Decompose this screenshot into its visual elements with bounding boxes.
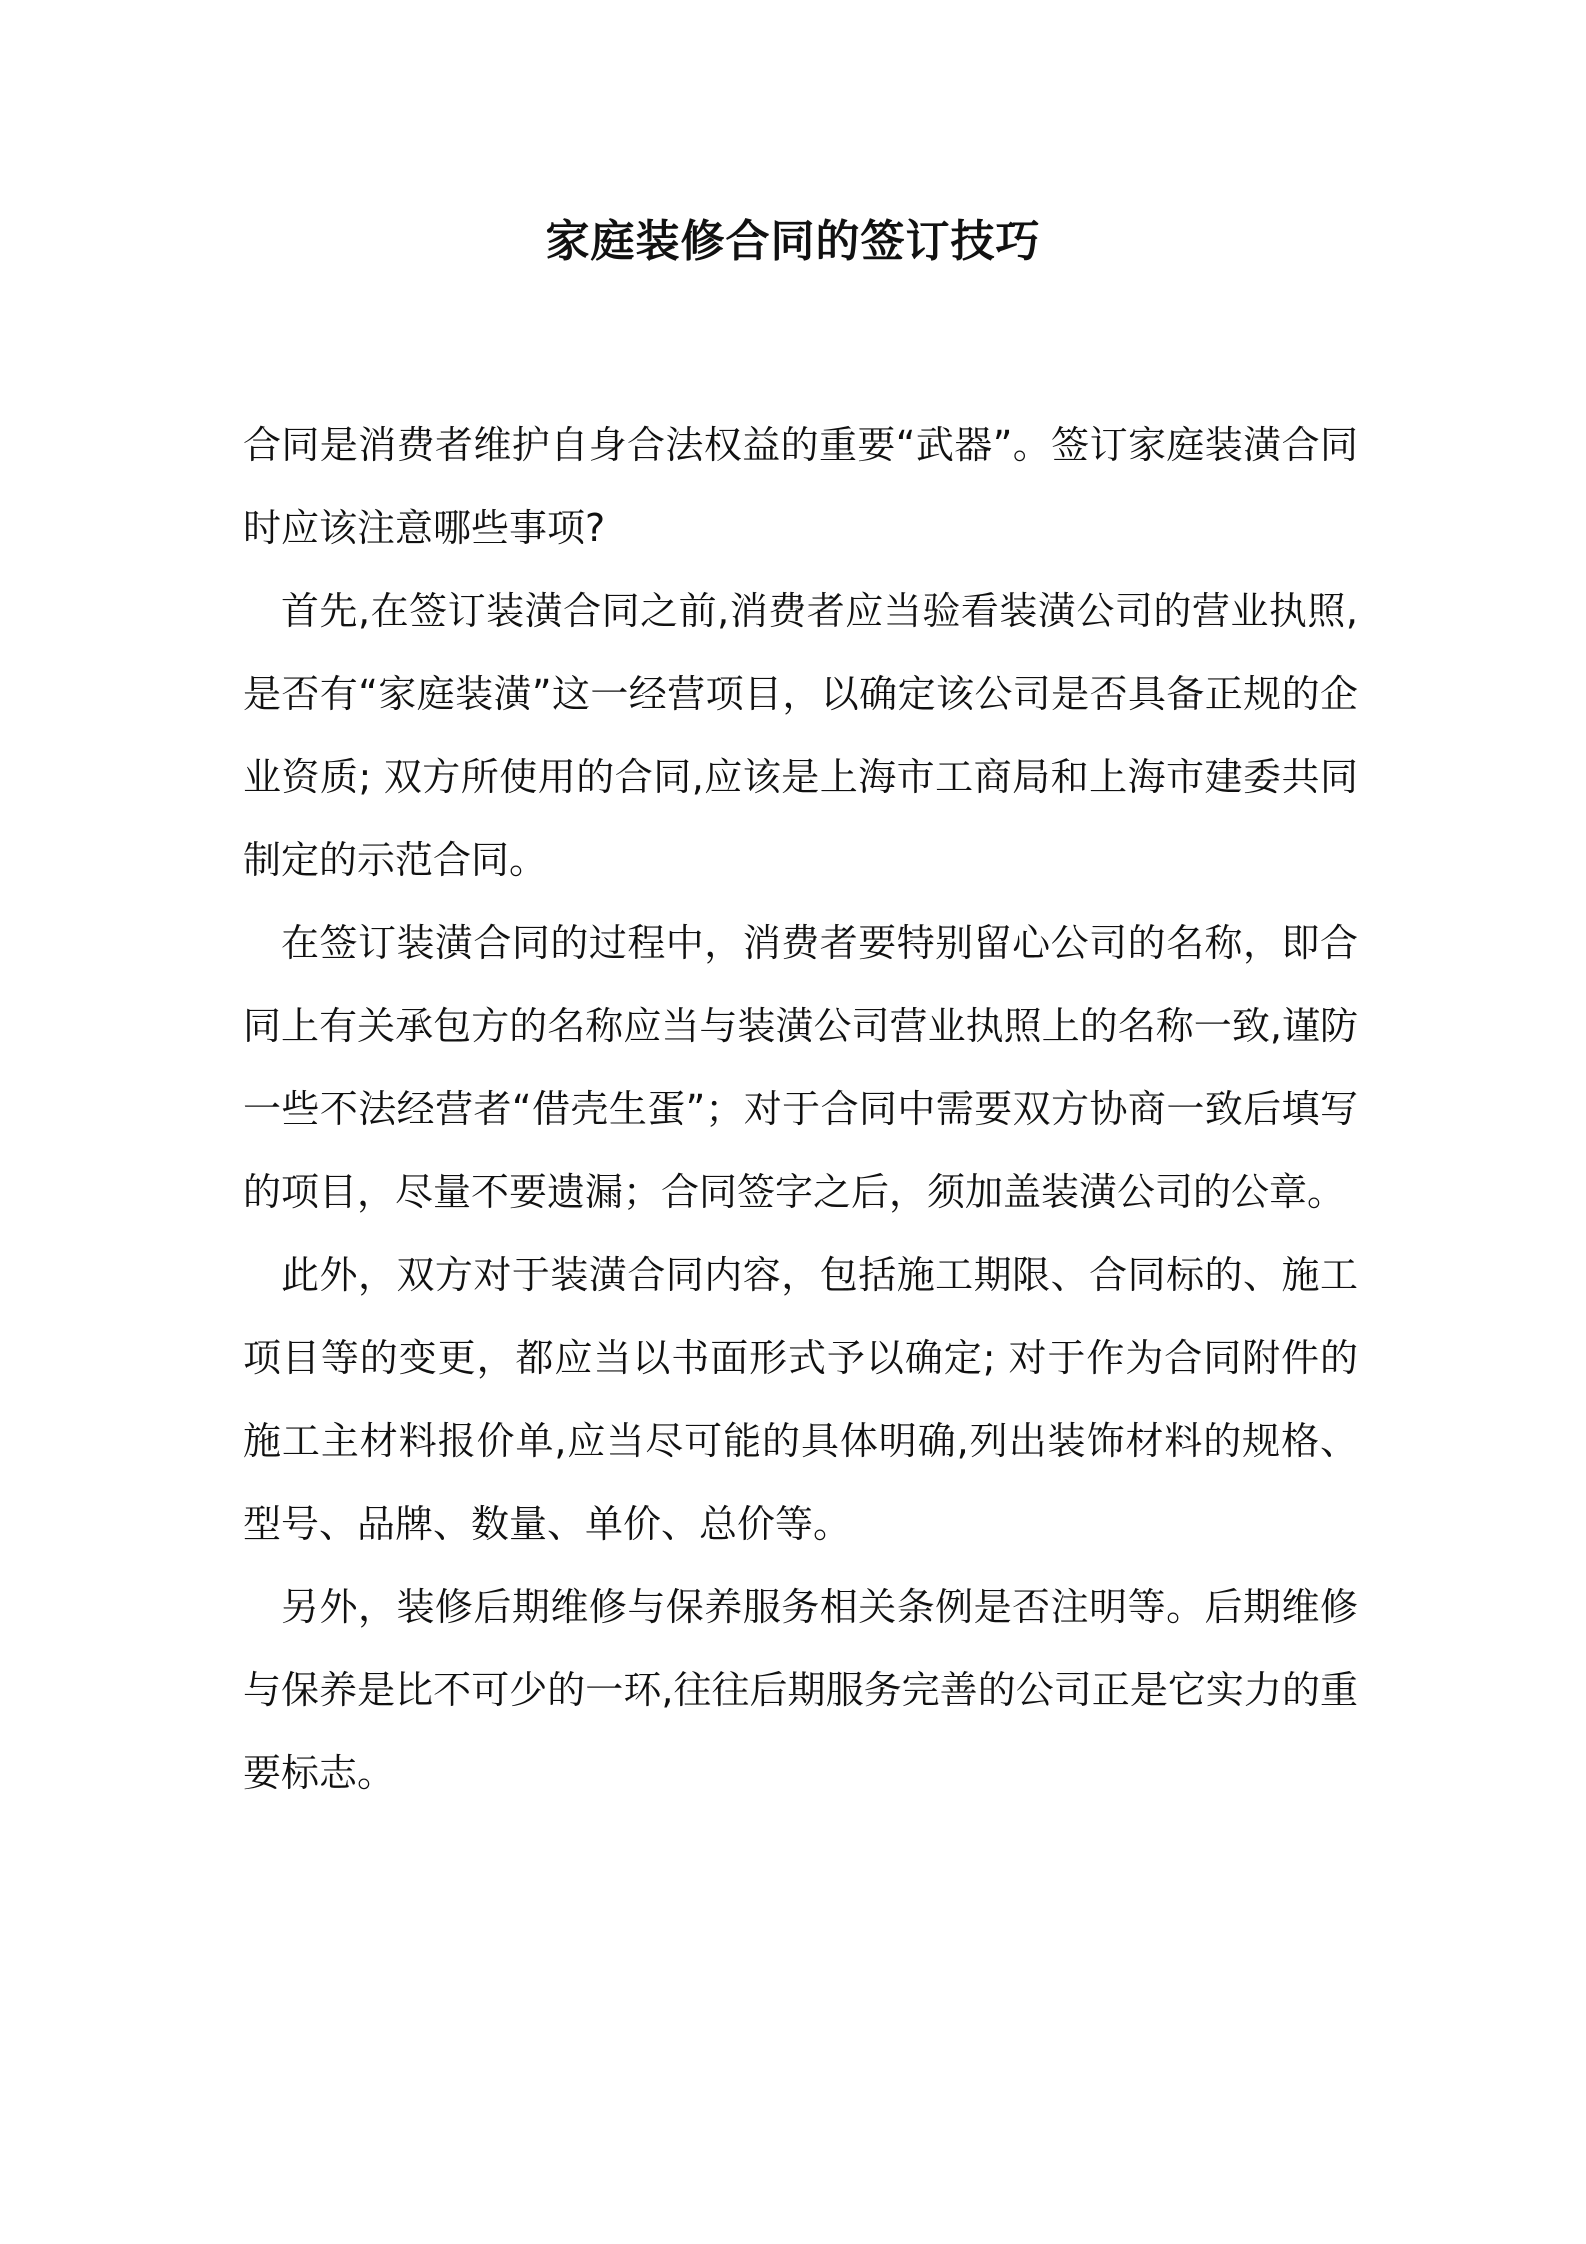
document-title: 家庭装修合同的签订技巧: [545, 216, 1041, 267]
document-body: [243, 404, 1358, 1815]
paragraph-during-signing: 在签订装潢合同的过程中，消费者要特别留心公司的名称，即合同上有关承包方的名称应当与装潢公司营业执照上的名称一致,谨防一些不法经营者“借壳生蛋”；对于合同中需要双方协商一致后填写的项目，尽量不要遗漏；合同签字之后，须加盖装潢公司的公章。: [243, 921, 1358, 1214]
paragraph-intro: 合同是消费者维护自身合法权益的重要“武器”。签订家庭装潢合同时应该注意哪些事项?: [243, 423, 1358, 550]
paragraph-maintenance: 另外，装修后期维修与保养服务相关条例是否注明等。后期维修与保养是比不可少的一环,往往后期服务完善的公司正是它实力的重要标志。: [243, 1585, 1358, 1795]
paragraph-changes: 此外，双方对于装潢合同内容，包括施工期限、合同标的、施工项目等的变更，都应当以书面形式予以确定; 对于作为合同附件的施工主材料报价单,应当尽可能的具体明确,列出装饰材料的规格、型号、品牌、数量、单价、总价等。: [243, 1253, 1358, 1546]
paragraph-first: 首先,在签订装潢合同之前,消费者应当验看装潢公司的营业执照,是否有“家庭装潢”这一经营项目，以确定该公司是否具备正规的企业资质; 双方所使用的合同,应该是上海市工商局和上海市建委共同制定的示范合同。: [243, 589, 1358, 882]
